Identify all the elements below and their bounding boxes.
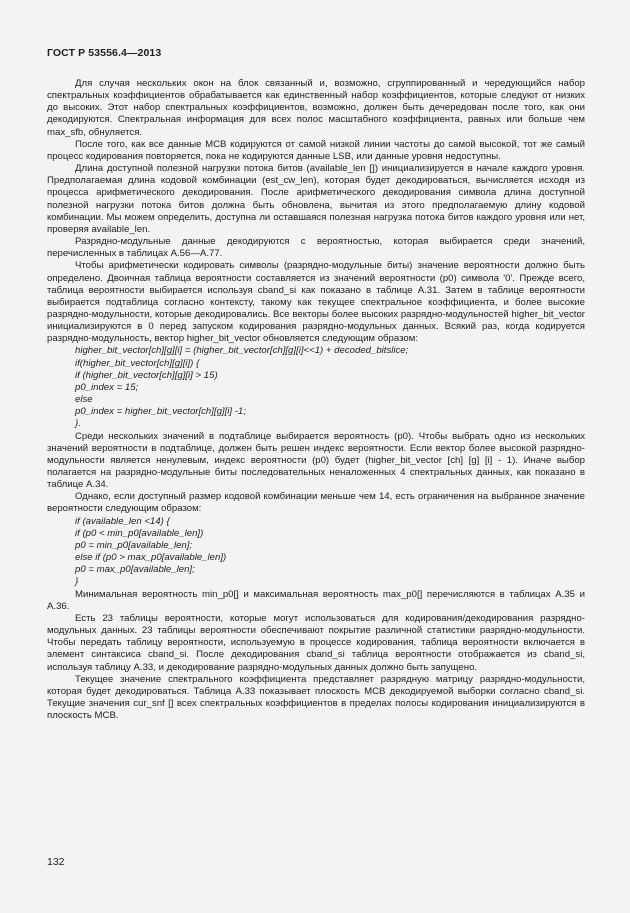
- paragraph: Есть 23 таблицы вероятности, которые могут использоваться для кодирования/декодирования разрядно-модульных данных. 23 таблицы вероятности обеспечивают покрытие различной статистики разрядно-модульности. Чтобы передать таблицу вероятности, используемую в процессе кодирования, таблица вероятности включается в элемент синтаксиса cband_si. После декодирования cband_si таблица вероятности отображается из cband_si, используя таблицу А.33, и декодирование разрядно-модульных данных должно быть запущено.: [47, 612, 585, 673]
- code-line: if (p0 < min_p0[available_len]): [75, 527, 204, 539]
- code-line: higher_bit_vector[ch][g][i] = (higher_bit_vector[ch][g][i]<<1) + decoded_bitslice;: [75, 345, 409, 357]
- paragraph: Разрядно-модульные данные декодируются с вероятностью, которая выбирается среди значений, перечисленных в таблицах А.56—А.77.: [47, 236, 585, 260]
- paragraph: Текущее значение спектрального коэффициента представляет разрядную матрицу разрядно-модульности, которая будет декодироваться. Таблица А.33 показывает плоскость MCB декодируемой выборки согласно cband_si. Текущие значения cur_snf [] всех спектральных коэффициентов в пределах полосы кодирования инициализируются в плоскость MCB.: [47, 673, 585, 722]
- code-line: else if (p0 > max_p0[available_len]): [75, 552, 227, 564]
- page-number: 132: [47, 856, 65, 868]
- code-line: if (available_len <14) {: [75, 515, 170, 527]
- paragraph: Однако, если доступный размер кодовой комбинации меньше чем 14, есть ограничения на выбранное значение вероятности следующим образом:: [47, 491, 585, 515]
- code-line: p0 = min_p0[available_len];: [75, 539, 193, 551]
- code-line: if (higher_bit_vector[ch][g][i] > 15): [75, 369, 218, 381]
- code-line: if(higher_bit_vector[ch][g][i]) {: [75, 357, 200, 369]
- code-line: }: [75, 576, 79, 588]
- paragraph: Для случая нескольких окон на блок связанный и, возможно, сгруппированный и чередующийся набор спектральных коэффициентов обрабатывается как единственный набор коэффициентов, которые следуют от низких до высоких. Этот набор спектральных коэффициентов, возможно, должен быть дечередован после того, как они декодируются. Спектральная информация для всех полос масштабного коэффициента, равных или больше чем max_sfb, обнуляется.: [47, 78, 585, 138]
- paragraph: После того, как все данные MCB кодируются от самой низкой линии частоты до самой высокой, тот же самый процесс кодирования повторяется, пока не кодируются данные LSB, или данные уровня недоступны.: [47, 138, 585, 162]
- paragraph: Длина доступной полезной нагрузки потока битов (available_len []) инициализируется в начале каждого уровня. Предполагаемая длина кодовой комбинации (est_cw_len), которая будет декодироваться, вычисляется исходя из процесса арифметического декодирования. После арифметического декодирования символа длина доступной полезной нагрузки потока битов должна быть обновлена, вычитая из этого предполагаемую длину кодовой комбинации. Мы можем определить, доступна ли оставшаяся полезная нагрузка потока битов каждого уровня или нет, проверяя available_len.: [47, 163, 585, 235]
- paragraph: Чтобы арифметически кодировать символы (разрядно-модульные биты) значение вероятности должно быть определено. Двоичная таблица вероятности составляется из значений вероятности (p0) символа '0'. Прежде всего, таблица вероятности выбирается используя cband_si как показано в таблице А.31. Затем в таблице вероятности выбирается подтаблица согласно контексту, такому как текущее спектральное коэффициента, и более высокие разрядно-модульности, которые декодировались. Все векторы более высоких разрядно-модульностей higher_bit_vector инициализируются в 0 перед запуском кодирования разрядно-модульных данных. Всякий раз, когда кодируется разрядно-модульность, вектор higher_bit_vector обновляется следующим образом:: [47, 260, 585, 345]
- code-block-higher-bit-vector: [47, 345, 585, 430]
- code-block-available-len: [47, 516, 585, 589]
- code-line: }.: [75, 418, 81, 430]
- document-header: ГОСТ Р 53556.4—2013: [47, 47, 162, 59]
- page-body: [47, 78, 585, 722]
- paragraph: Минимальная вероятность min_p0[] и максимальная вероятность max_p0[] перечисляются в таблицах А.35 и А.36.: [47, 588, 585, 612]
- code-line: p0 = max_p0[available_len];: [75, 564, 195, 576]
- code-line: p0_index = 15;: [75, 381, 139, 393]
- code-line: else: [75, 394, 93, 406]
- code-line: p0_index = higher_bit_vector[ch][g][i] -1;: [75, 406, 246, 418]
- paragraph: Среди нескольких значений в подтаблице выбирается вероятность (p0). Чтобы выбрать одно из нескольких значений вероятности в подтаблице, должен быть решен индекс вероятности. Если вектор более высокой разрядно-модульности является ненулевым, индекс вероятности (p0) будет (higher_bit_vector [ch] [g] [i] - 1). Иначе выбор полагается на разрядно-модульные биты последовательных неналоженных 4 спектральных данных, как показано в таблице А.34.: [47, 430, 585, 491]
